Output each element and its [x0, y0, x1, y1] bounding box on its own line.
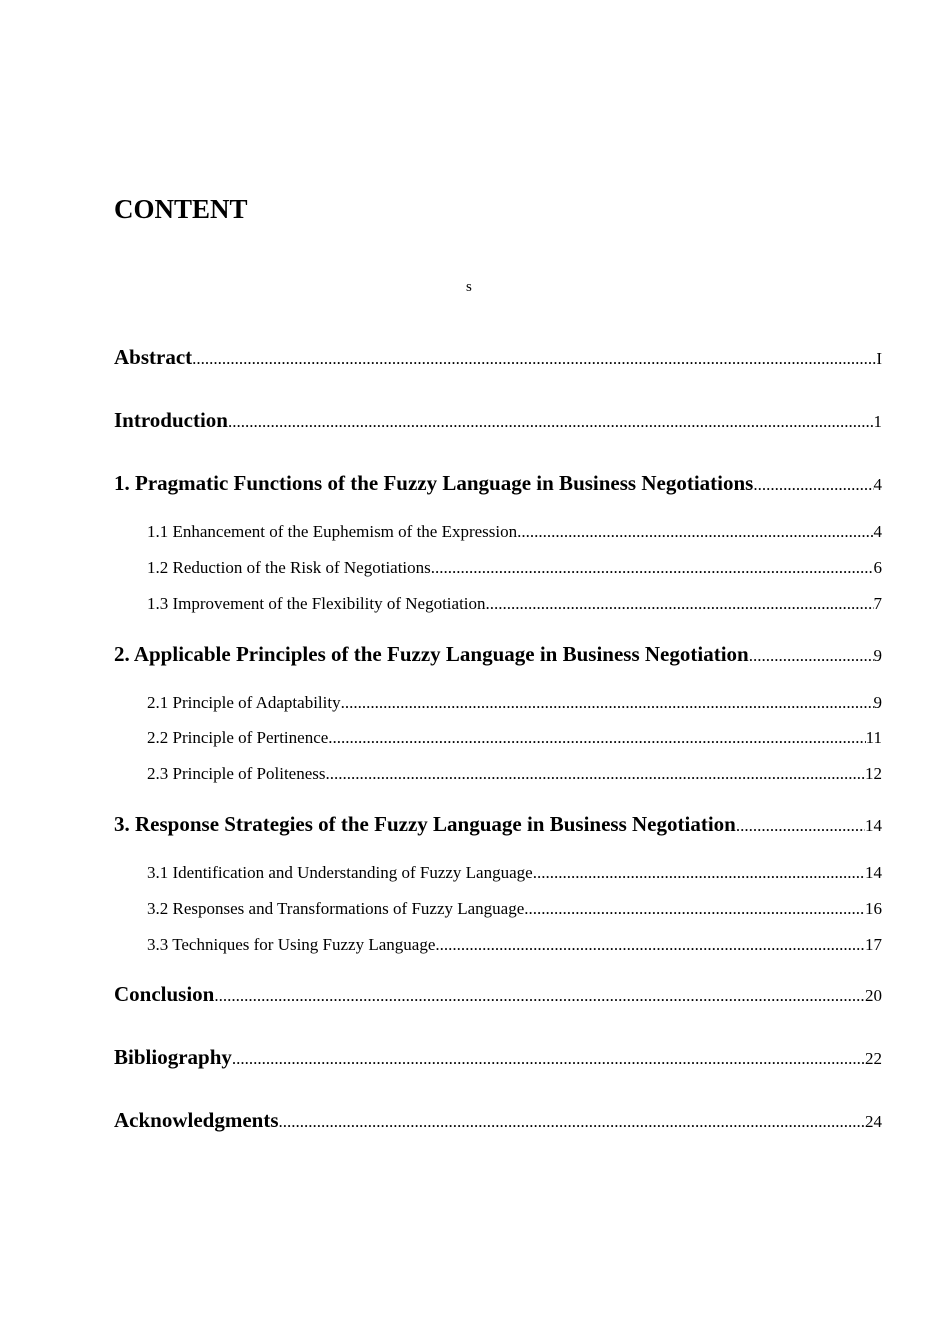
- toc-page-number: 9: [873, 646, 882, 665]
- toc-entry-bibliography[interactable]: [114, 1043, 882, 1073]
- toc-entry-introduction[interactable]: [114, 406, 882, 436]
- toc-entry-conclusion[interactable]: [114, 980, 882, 1010]
- toc-page-number: 6: [873, 558, 882, 577]
- toc-entry-label: 2.1 Principle of Adaptability: [147, 693, 341, 712]
- toc-entry-acknowledgments[interactable]: [114, 1106, 882, 1136]
- toc-entry-label: 1.3 Improvement of the Flexibility of Negotiation: [147, 594, 486, 613]
- toc-page-number: 7: [873, 594, 882, 613]
- dot-leader: [517, 520, 873, 544]
- dot-leader: [524, 897, 865, 921]
- toc-entry-label: Abstract: [114, 345, 193, 369]
- dot-leader: [279, 1108, 865, 1136]
- toc-page-number: 14: [865, 816, 882, 835]
- stray-character: s: [466, 279, 472, 295]
- toc-page-number: 12: [865, 764, 882, 783]
- toc-entry-label: Conclusion: [114, 982, 215, 1006]
- toc-entry-chapter-1[interactable]: [114, 469, 882, 499]
- toc-page-number: 16: [865, 899, 882, 918]
- toc-page-number: 1: [873, 412, 882, 431]
- toc-entry-label: Introduction: [114, 408, 228, 432]
- dot-leader: [431, 556, 874, 580]
- toc-entry-section-3-3[interactable]: [147, 933, 882, 957]
- toc-entry-chapter-3[interactable]: [114, 810, 882, 840]
- toc-entry-label: 3.3 Techniques for Using Fuzzy Language: [147, 935, 436, 954]
- toc-entry-label: 2.3 Principle of Politeness: [147, 764, 326, 783]
- toc-entry-section-2-2[interactable]: [147, 726, 882, 750]
- dot-leader: [435, 933, 865, 957]
- toc-entry-abstract[interactable]: [114, 343, 882, 373]
- dot-leader: [232, 1045, 865, 1073]
- dot-leader: [736, 812, 865, 840]
- toc-entry-label: 1.2 Reduction of the Risk of Negotiations: [147, 558, 431, 577]
- toc-entry-section-2-1[interactable]: [147, 691, 882, 715]
- toc-entry-section-1-1[interactable]: [147, 520, 882, 544]
- toc-entry-section-3-1[interactable]: [147, 861, 882, 885]
- dot-leader: [486, 592, 874, 616]
- toc-entry-label: 3.1 Identification and Understanding of Fuzzy Language: [147, 863, 533, 882]
- toc-entry-label: 1.1 Enhancement of the Euphemism of the Expression: [147, 522, 518, 541]
- toc-page-number: 9: [873, 693, 882, 712]
- toc-entry-label: Bibliography: [114, 1045, 232, 1069]
- toc-page-number: 14: [865, 863, 882, 882]
- toc-page-number: 17: [865, 935, 882, 954]
- toc-entry-label: 2. Applicable Principles of the Fuzzy Language in Business Negotiation: [114, 642, 749, 666]
- toc-page-number: 24: [865, 1112, 882, 1131]
- dot-leader: [192, 345, 876, 373]
- toc-page-number: 4: [873, 522, 882, 541]
- dot-leader: [341, 691, 874, 715]
- toc-entry-label: 3. Response Strategies of the Fuzzy Language in Business Negotiation: [114, 812, 736, 836]
- toc-entry-section-2-3[interactable]: [147, 762, 882, 786]
- toc-entry-label: Acknowledgments: [114, 1108, 279, 1132]
- toc-entry-section-1-3[interactable]: [147, 592, 882, 616]
- dot-leader: [753, 471, 873, 499]
- toc-entry-section-1-2[interactable]: [147, 556, 882, 580]
- toc-page-number: 11: [865, 728, 882, 747]
- toc-entry-label: 1. Pragmatic Functions of the Fuzzy Language in Business Negotiations: [114, 471, 754, 495]
- toc-entry-label: 3.2 Responses and Transformations of Fuzzy Language: [147, 899, 525, 918]
- toc-entry-label: 2.2 Principle of Pertinence: [147, 728, 329, 747]
- dot-leader: [749, 642, 874, 670]
- dot-leader: [228, 408, 874, 436]
- toc-entry-section-3-2[interactable]: [147, 897, 882, 921]
- dot-leader: [533, 861, 865, 885]
- dot-leader: [214, 982, 865, 1010]
- dot-leader: [328, 726, 865, 750]
- toc-page-number: I: [876, 349, 882, 368]
- toc-entry-chapter-2[interactable]: [114, 640, 882, 670]
- toc-page-number: 22: [865, 1049, 882, 1068]
- toc-page-number: 20: [865, 986, 882, 1005]
- page-title: CONTENT: [114, 194, 248, 224]
- dot-leader: [325, 762, 865, 786]
- toc-page-number: 4: [873, 475, 882, 494]
